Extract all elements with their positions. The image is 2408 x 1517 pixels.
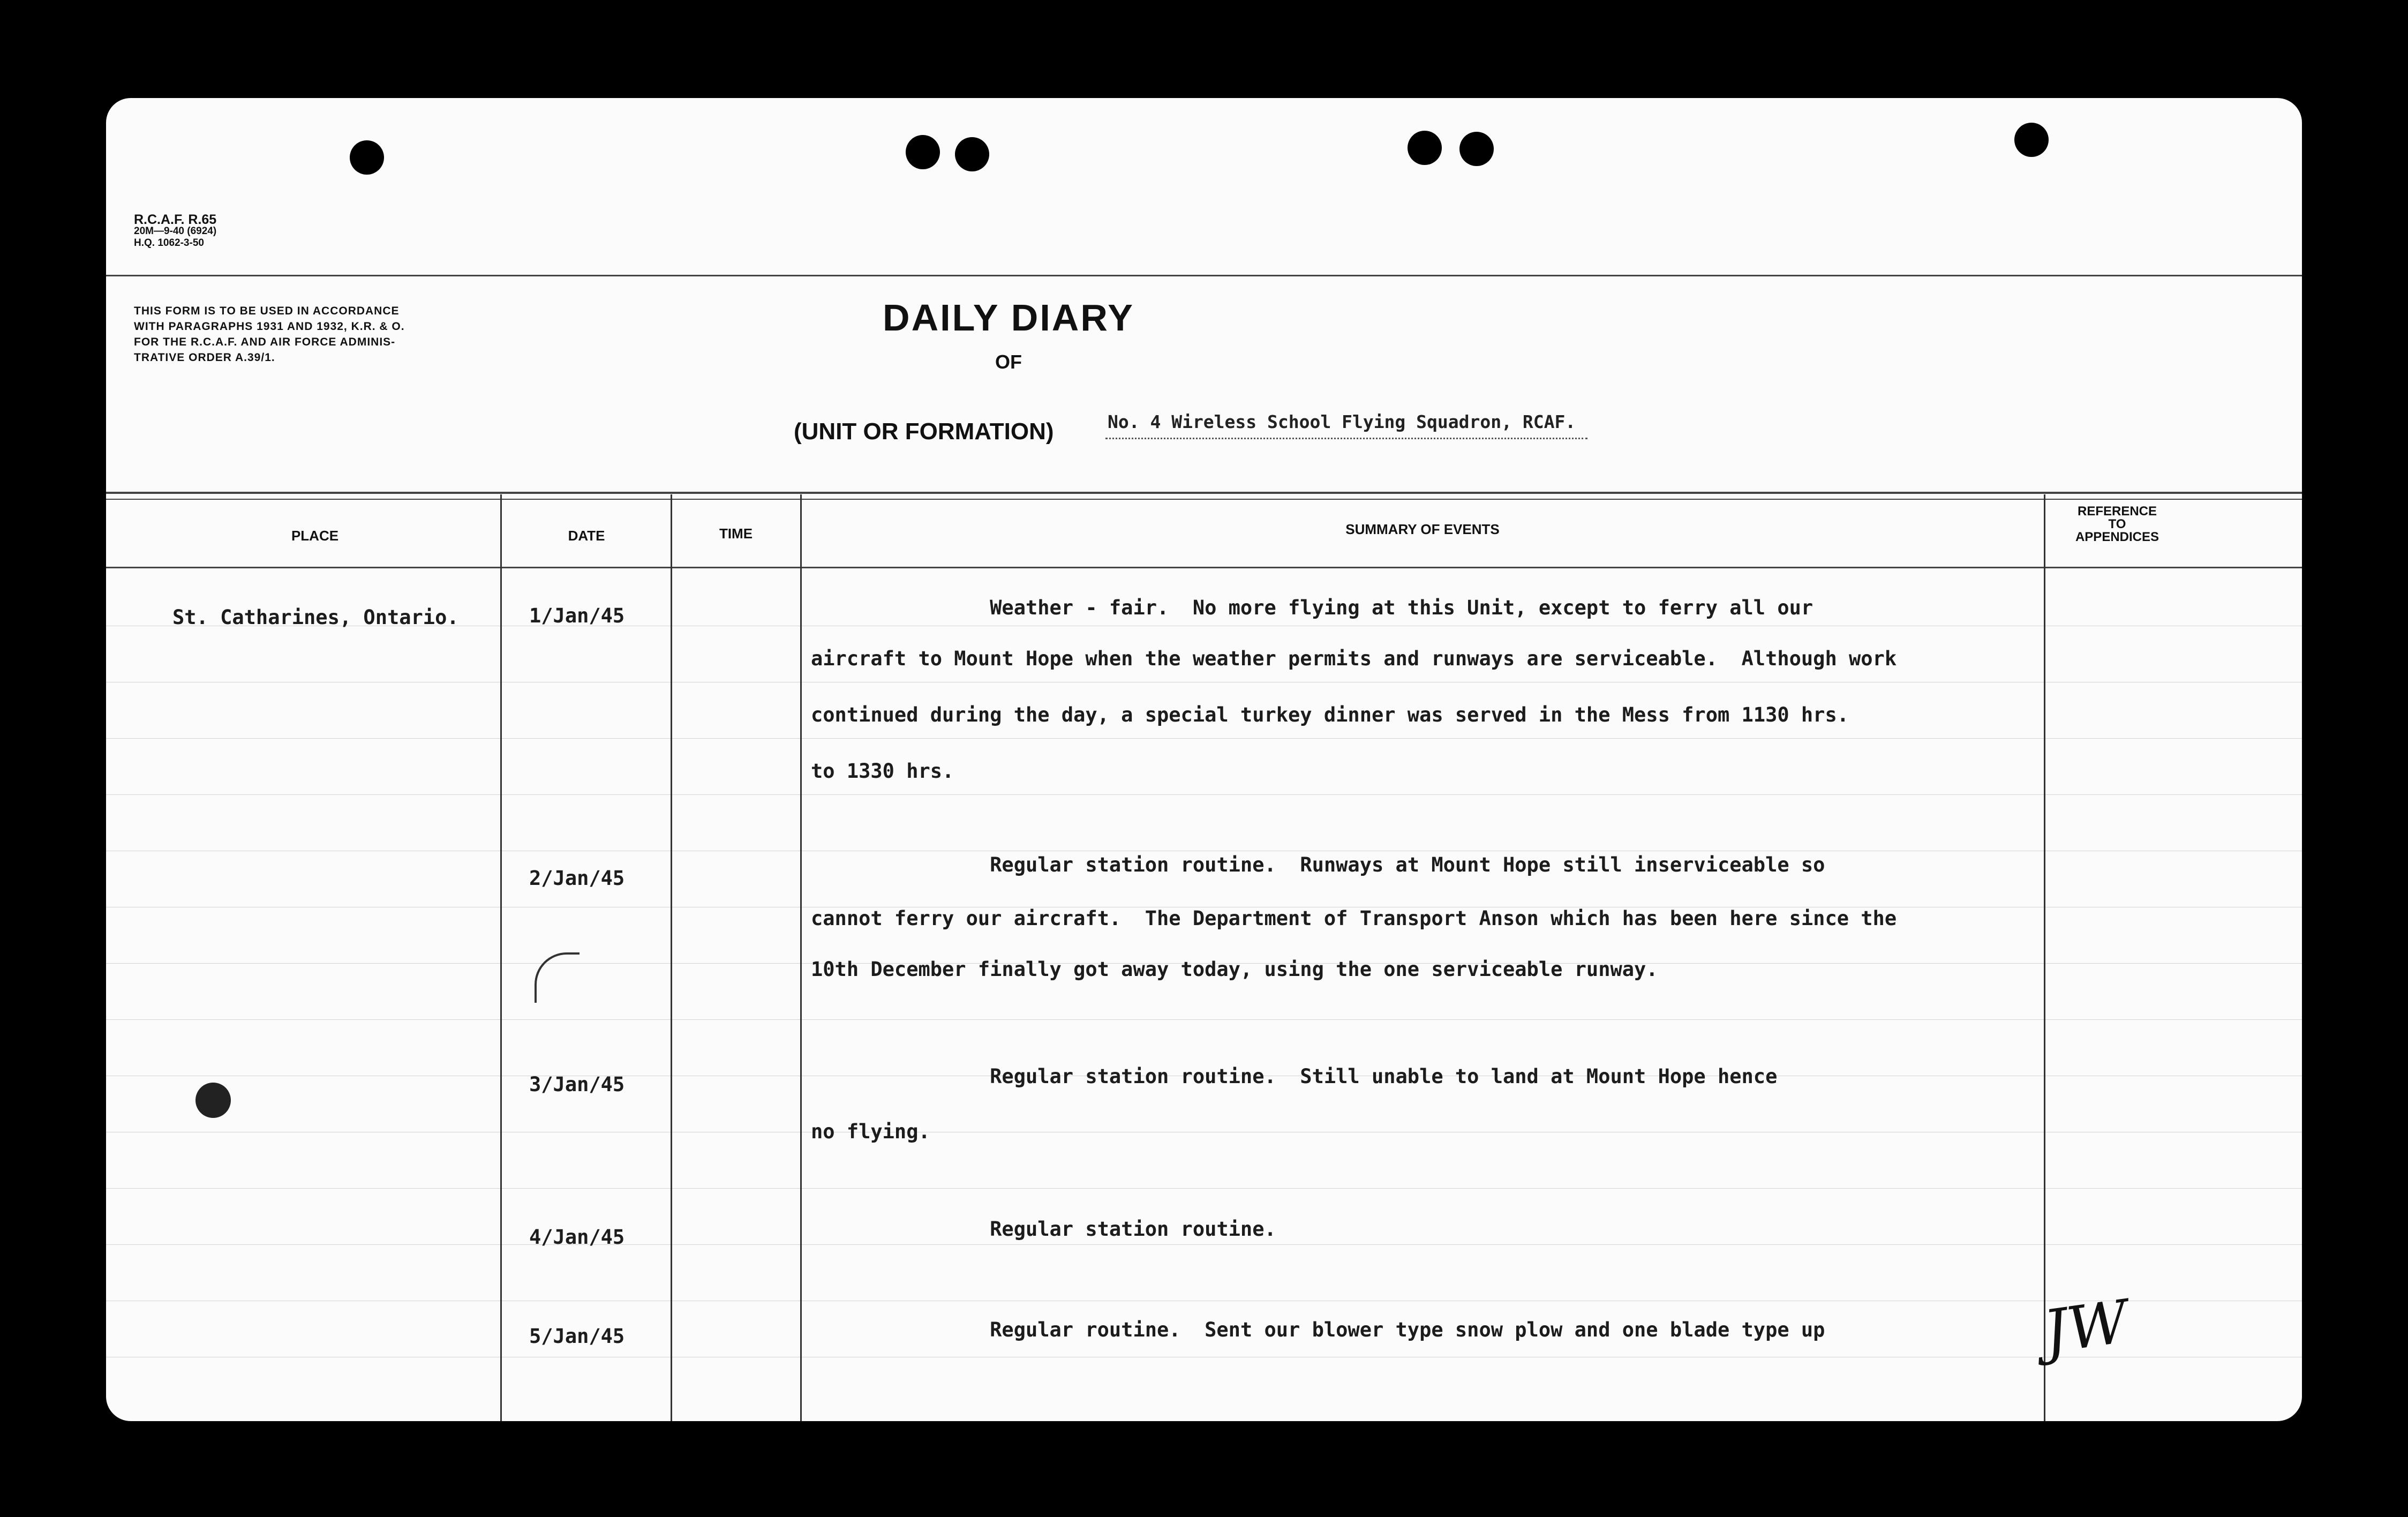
summary-line: Regular station routine. Runways at Mount Hope still inserviceable so [811, 853, 1825, 876]
page-title: DAILY DIARY [883, 297, 1134, 339]
summary-line: 10th December finally got away today, using the one serviceable runway. [811, 958, 1658, 981]
column-divider [500, 494, 502, 1421]
header-rule [106, 275, 2302, 276]
ink-blot [195, 1083, 231, 1118]
punch-hole [1408, 131, 1442, 165]
punch-hole [955, 137, 989, 171]
column-header-rule [106, 567, 2302, 568]
punch-hole [906, 135, 940, 169]
usage-notice: THIS FORM IS TO BE USED IN ACCORDANCE WITH PARAGRAPHS 1931 AND 1932, K.R. & O. FOR THE R.C.A.F. AND AIR FORCE ADMINIS- TRATIVE ORDER A.39/1. [134, 305, 405, 364]
column-header-date: DATE [568, 528, 605, 544]
date-cell: 1/Jan/45 [529, 604, 625, 627]
column-divider [671, 494, 672, 1421]
ruled-line [106, 738, 2302, 739]
date-cell: 3/Jan/45 [529, 1073, 625, 1096]
pencil-mark [535, 952, 580, 1003]
form-code: R.C.A.F. R.65 20M—9-40 (6924) H.Q. 1062-3-50 [134, 212, 217, 249]
column-header-reference: REFERENCE TO APPENDICES [2075, 504, 2159, 544]
date-cell: 5/Jan/45 [529, 1325, 625, 1348]
unit-label: (UNIT OR FORMATION) [794, 418, 1054, 445]
column-divider [2044, 494, 2045, 1421]
ruled-line [106, 1244, 2302, 1245]
ruled-line [106, 1188, 2302, 1189]
summary-line: Regular routine. Sent our blower type snow plow and one blade type up [811, 1318, 1825, 1341]
punch-hole [350, 140, 384, 175]
table-top-rule-2 [106, 499, 2302, 500]
column-divider [800, 494, 802, 1421]
summary-line: cannot ferry our aircraft. The Department of Transport Anson which has been here since the [811, 907, 1897, 930]
date-cell: 2/Jan/45 [529, 867, 625, 890]
title-of: OF [995, 351, 1022, 373]
diary-card [106, 98, 2302, 1421]
table-top-rule [106, 492, 2302, 494]
unit-value: No. 4 Wireless School Flying Squadron, RCAF. [1108, 411, 1576, 432]
summary-line: to 1330 hrs. [811, 760, 954, 783]
summary-line: aircraft to Mount Hope when the weather permits and runways are serviceable. Although work [811, 647, 1897, 670]
punch-hole [1459, 132, 1494, 166]
summary-line: Weather - fair. No more flying at this Unit, except to ferry all our [811, 596, 1813, 619]
column-header-time: TIME [719, 525, 753, 542]
unit-dotted-line [1105, 438, 1587, 439]
handwritten-initials: JW [2039, 1287, 2133, 1367]
column-header-summary: SUMMARY OF EVENTS [1345, 521, 1500, 537]
place-cell: St. Catharines, Ontario. [172, 606, 459, 629]
ruled-line [106, 1019, 2302, 1020]
summary-line: no flying. [811, 1120, 930, 1143]
summary-line: continued during the day, a special turkey dinner was served in the Mess from 1130 hrs. [811, 703, 1849, 726]
date-cell: 4/Jan/45 [529, 1226, 625, 1249]
summary-line: Regular station routine. [811, 1218, 1276, 1241]
column-header-place: PLACE [291, 528, 339, 544]
punch-hole [2014, 123, 2049, 157]
summary-line: Regular station routine. Still unable to land at Mount Hope hence [811, 1065, 1778, 1088]
ruled-line [106, 794, 2302, 795]
